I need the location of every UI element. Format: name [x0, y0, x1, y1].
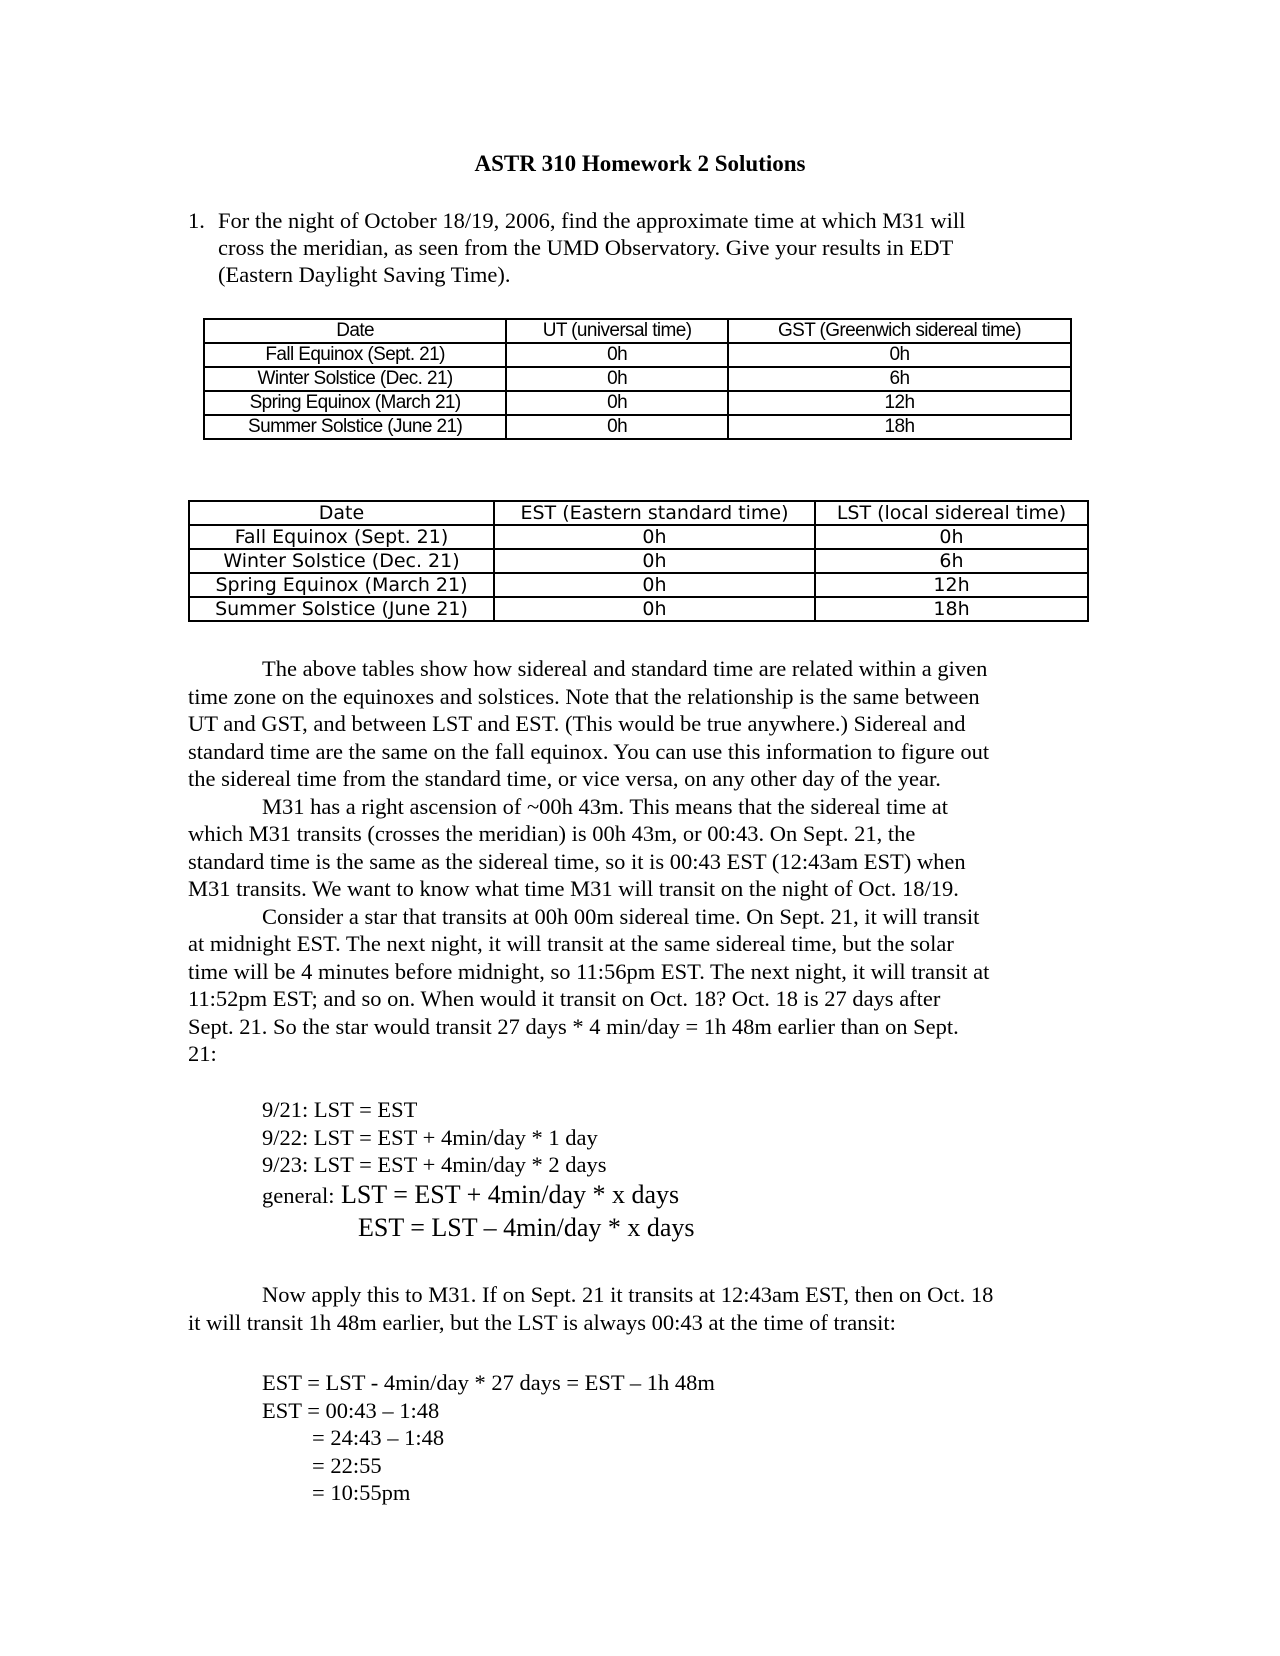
equation-line: EST = LST – 4min/day * x days [358, 1212, 695, 1242]
header-cell: GST (Greenwich sidereal time) [728, 319, 1071, 343]
equation-line: 9/22: LST = EST + 4min/day * 1 day [262, 1124, 598, 1150]
table-cell: 0h [815, 525, 1088, 549]
text-line: standard time are the same on the fall equinox. You can use this information to figure out [188, 738, 990, 764]
ut-gst-table [203, 318, 1072, 440]
equation-line: = 22:55 [312, 1452, 382, 1478]
table-cell: Spring Equinox (March 21) [189, 573, 494, 597]
text-line: The above tables show how sidereal and standard time are related within a given [262, 656, 988, 681]
table-row [204, 367, 1071, 391]
header-cell: LST (local sidereal time) [815, 501, 1088, 525]
equation-line: 9/21: LST = EST [262, 1097, 418, 1122]
text-line: standard time is the same as the sidereal time, so it is 00:43 EST (12:43am EST) when [188, 848, 966, 874]
table-row [189, 549, 1088, 573]
header-cell: Date [189, 501, 494, 525]
table-cell: Winter Solstice (Dec. 21) [204, 367, 506, 391]
text-line: the sidereal time from the standard time, or vice versa, on any other day of the year. [188, 766, 941, 791]
table-cell: 18h [815, 597, 1088, 621]
equation-line: 9/23: LST = EST + 4min/day * 2 days [262, 1152, 607, 1177]
text-line: time will be 4 minutes before midnight, so 11:56pm EST. The next night, it will transit at [188, 958, 990, 984]
table-cell: 0h [506, 415, 728, 439]
header-cell: UT (universal time) [506, 319, 728, 343]
text-line: M31 transits. We want to know what time M31 will transit on the night of Oct. 18/19. [188, 876, 959, 901]
body-text-2 [188, 1281, 1098, 1336]
table-cell: 12h [815, 573, 1088, 597]
text-line: 11:52pm EST; and so on. When would it transit on Oct. 18? Oct. 18 is 27 days after [188, 986, 941, 1011]
question-line: (Eastern Daylight Saving Time). [218, 262, 511, 287]
text-line: it will transit 1h 48m earlier, but the LST is always 00:43 at the time of transit: [188, 1309, 896, 1335]
table-cell: 0h [494, 573, 815, 597]
table-cell: 12h [728, 391, 1071, 415]
equation-line: = 24:43 – 1:48 [312, 1425, 445, 1450]
table-row [204, 415, 1071, 439]
equations-block-2 [262, 1369, 715, 1507]
table-row [204, 343, 1071, 367]
table-cell: Summer Solstice (June 21) [189, 597, 494, 621]
table-cell: 0h [506, 343, 728, 367]
text-line: Now apply this to M31. If on Sept. 21 it transits at 12:43am EST, then on Oct. 18 [262, 1282, 994, 1307]
equation-line: EST = LST - 4min/day * 27 days = EST – 1h 48m [262, 1370, 715, 1395]
table-cell: 0h [494, 549, 815, 573]
table-header-row [189, 501, 1088, 525]
table-cell: Summer Solstice (June 21) [204, 415, 506, 439]
equation-line [262, 1179, 695, 1212]
text-line: Sept. 21. So the star would transit 27 days * 4 min/day = 1h 48m earlier than on Sept. [188, 1013, 959, 1039]
table-row [204, 391, 1071, 415]
text-line: Consider a star that transits at 00h 00m sidereal time. On Sept. 21, it will transit [262, 903, 980, 929]
table-cell: Fall Equinox (Sept. 21) [189, 525, 494, 549]
body-text [188, 655, 1098, 1068]
table-cell: 0h [728, 343, 1071, 367]
table-row [189, 597, 1088, 621]
table-cell: Winter Solstice (Dec. 21) [189, 549, 494, 573]
text-line: at midnight EST. The next night, it will transit at the same sidereal time, but the solar [188, 931, 954, 956]
general-equation-1: LST = EST + 4min/day * x days [340, 1179, 680, 1209]
question-line: For the night of October 18/19, 2006, find the approximate time at which M31 will [218, 208, 966, 233]
general-label: general: [262, 1182, 335, 1208]
table-cell: 0h [506, 367, 728, 391]
est-lst-table [188, 500, 1089, 622]
text-line: 21: [188, 1041, 217, 1066]
text-line: M31 has a right ascension of ~00h 43m. This means that the sidereal time at [262, 793, 948, 819]
text-line: time zone on the equinoxes and solstices. Note that the relationship is the same between [188, 683, 980, 709]
table-cell: Fall Equinox (Sept. 21) [204, 343, 506, 367]
table-row [189, 573, 1088, 597]
table-cell: Spring Equinox (March 21) [204, 391, 506, 415]
equation-line: EST = 00:43 – 1:48 [262, 1397, 440, 1423]
page-title: ASTR 310 Homework 2 Solutions [474, 151, 806, 176]
text-line: which M31 transits (crosses the meridian) is 00h 43m, or 00:43. On Sept. 21, the [188, 821, 916, 846]
text-line: UT and GST, and between LST and EST. (This would be true anywhere.) Sidereal and [188, 711, 966, 736]
equations-block-1 [262, 1096, 695, 1244]
table-cell: 0h [494, 525, 815, 549]
header-cell: Date [204, 319, 506, 343]
question-line: cross the meridian, as seen from the UMD Observatory. Give your results in EDT [218, 235, 954, 260]
header-cell: EST (Eastern standard time) [494, 501, 815, 525]
table-cell: 6h [728, 367, 1071, 391]
table-cell: 0h [506, 391, 728, 415]
table-row [189, 525, 1088, 549]
table-header-row [204, 319, 1071, 343]
question-text [218, 207, 1068, 288]
table-cell: 18h [728, 415, 1071, 439]
question-number: 1. [188, 208, 205, 233]
table-cell: 6h [815, 549, 1088, 573]
equation-line: = 10:55pm [312, 1480, 411, 1505]
table-cell: 0h [494, 597, 815, 621]
